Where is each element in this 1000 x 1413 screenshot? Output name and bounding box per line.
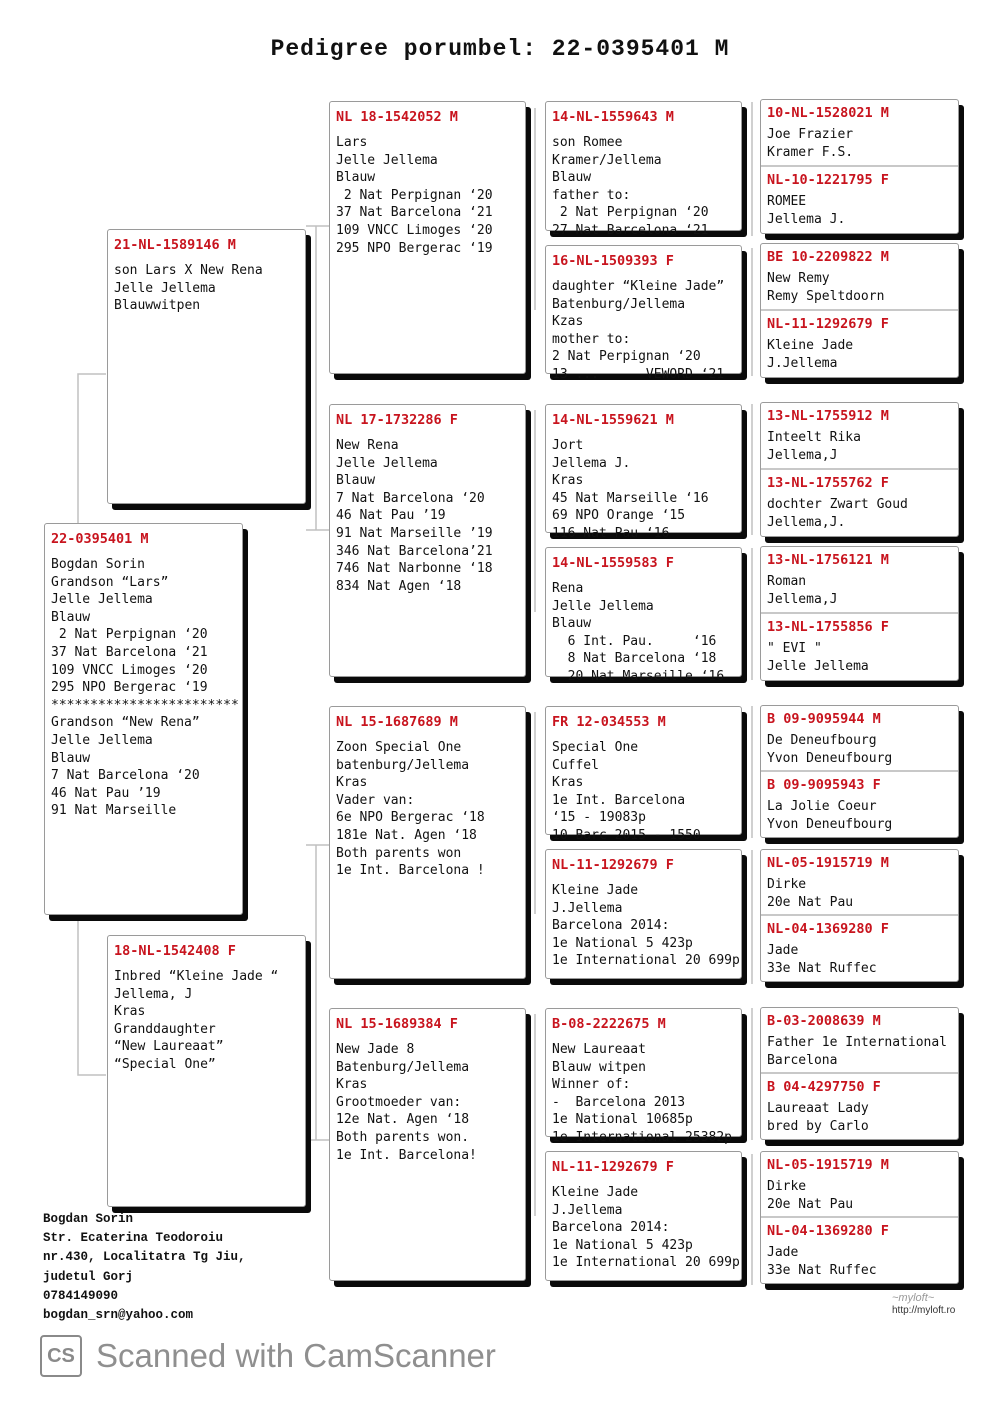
detail-line: Jelle Jellema	[51, 592, 153, 608]
detail-line: 8 Nat Barcelona ‘18	[552, 651, 717, 667]
detail-line: 33e Nat Ruffec	[767, 960, 877, 976]
bird-details	[761, 1100, 958, 1135]
detail-line: 37 Nat Barcelona ‘21	[336, 205, 493, 221]
detail-line: 1e National 10685p	[552, 1112, 693, 1128]
ring-number: B-08-2222675 M	[552, 1016, 666, 1032]
detail-line: Kzas	[552, 314, 584, 330]
detail-line: bred by Carlo	[767, 1118, 869, 1134]
gen4-pair-card	[760, 1151, 959, 1284]
page-title: Pedigree porumbel: 22-0395401 M	[270, 36, 730, 62]
signature-mark: ~myloft~	[892, 1292, 935, 1304]
ring-number: BE 10-2209822 M	[767, 249, 889, 265]
ring-number: NL-04-1369280 F	[767, 1223, 889, 1239]
detail-line: Jelle Jellema	[51, 732, 153, 748]
ring-number: NL-11-1292679 F	[552, 857, 674, 873]
detail-line: New Rena	[336, 438, 399, 453]
detail-line: Granddaughter	[114, 1021, 216, 1037]
detail-line: Blauw	[51, 750, 91, 766]
detail-line: Winner of:	[552, 1077, 631, 1093]
detail-line: Jellema,J.	[767, 514, 846, 530]
gen4-female	[761, 470, 958, 536]
granddam-paternal-card	[329, 404, 526, 677]
detail-line: Jort	[552, 438, 584, 453]
bird-details	[761, 1034, 958, 1069]
dam-details	[108, 968, 305, 1074]
ring-number: NL 17-1732286 F	[336, 412, 458, 428]
bird-details	[761, 640, 958, 675]
detail-line: Jellema J.	[552, 455, 631, 471]
detail-line: Dirke	[767, 1179, 807, 1194]
detail-line: “New Laureaat”	[114, 1039, 224, 1055]
dam-ring: 18-NL-1542408 F	[114, 943, 236, 959]
detail-line: New Laureaat	[552, 1042, 646, 1057]
ring-number: NL-11-1292679 F	[552, 1159, 674, 1175]
detail-line: 109 VNCC Limoges ‘20	[51, 662, 208, 678]
detail-line: Kleine Jade	[767, 338, 854, 353]
detail-line: J.Jellema	[552, 1202, 623, 1218]
logo-url: http://myloft.ro	[892, 1305, 956, 1316]
detail-line: 181e Nat. Agen ‘18	[336, 827, 477, 843]
detail-line: 37 Nat Barcelona ‘21	[51, 644, 208, 660]
gen4-male	[761, 706, 958, 769]
ring-number: 13-NL-1755856 F	[767, 619, 889, 635]
gen4-female	[761, 1074, 958, 1139]
ring-number: 14-NL-1559621 M	[552, 412, 674, 428]
bird-details	[546, 437, 741, 543]
ring-number: B 09-9095944 M	[767, 711, 881, 727]
detail-line: 46 Nat Pau ’19	[51, 785, 161, 801]
ring-number: B-03-2008639 M	[767, 1013, 881, 1029]
detail-line: nr.430, Localitatra Tg Jiu,	[43, 1250, 246, 1265]
detail-line: 0784149090	[43, 1288, 119, 1303]
detail-line: Jelle Jellema	[336, 455, 438, 471]
ring-number: NL-10-1221795 F	[767, 172, 889, 188]
ring-number: 10-NL-1528021 M	[767, 105, 889, 121]
detail-line: Jellema J.	[767, 211, 846, 227]
gen4-female	[761, 772, 958, 837]
subject-ring: 22-0395401 M	[51, 531, 149, 547]
detail-line: " EVI "	[767, 641, 822, 656]
detail-line: Jade	[767, 1245, 799, 1260]
detail-line: Rena	[552, 581, 584, 596]
detail-line: Jellema,J	[767, 591, 838, 607]
detail-line: Blauw	[552, 616, 592, 632]
bird-details	[330, 437, 525, 595]
ring-number: NL-05-1915719 M	[767, 1157, 889, 1173]
bird-details	[546, 278, 741, 384]
detail-line: 69 NPO Orange ‘15	[552, 508, 686, 524]
bird-details	[330, 134, 525, 257]
detail-line: Zoon Special One	[336, 740, 462, 755]
detail-line: 7 Nat Barcelona ‘20	[336, 490, 485, 506]
gen4-pair-card	[760, 546, 959, 681]
bird-details	[761, 573, 958, 608]
detail-line: 20 Nat Marseille ‘16	[552, 668, 725, 684]
detail-line: New Remy	[767, 271, 830, 286]
detail-line: 91 Nat Marseille	[51, 803, 177, 819]
bird-details	[761, 337, 958, 372]
detail-line: Barcelona	[767, 1052, 838, 1068]
ring-number: B 04-4297750 F	[767, 1079, 881, 1095]
detail-line: ‘15 - 19083p	[552, 810, 646, 826]
grandsire-paternal-card	[329, 101, 526, 374]
detail-line: 1e National 5 423p	[552, 1237, 693, 1253]
detail-line: Dirke	[767, 877, 807, 892]
gen4-male	[761, 850, 958, 913]
detail-line: 12e Nat. Agen ‘18	[336, 1112, 470, 1128]
detail-line: Grandson “Lars”	[51, 574, 169, 590]
detail-line: 746 Nat Narbonne ‘18	[336, 561, 493, 577]
detail-line: 1e National 5 423p	[552, 935, 693, 951]
detail-line: 295 NPO Bergerac ‘19	[51, 680, 208, 696]
gen3-card	[545, 101, 742, 238]
detail-line: 20e Nat Pau	[767, 894, 854, 910]
sire-details	[108, 262, 305, 315]
detail-line: Grandson “New Rena”	[51, 715, 200, 731]
ring-number: NL-05-1915719 M	[767, 855, 889, 871]
detail-line: Kras	[336, 1077, 368, 1093]
bird-details	[761, 270, 958, 305]
detail-line: 1e International 20 699p	[552, 953, 740, 969]
detail-line: Lars	[336, 135, 368, 150]
detail-line: 1e Int. Barcelona	[552, 792, 686, 808]
detail-line: 346 Nat Barcelona’21	[336, 543, 493, 559]
grandsire-maternal-card	[329, 706, 526, 979]
detail-line: Inteelt Rika	[767, 430, 861, 445]
detail-line: 46 Nat Pau ’19	[336, 508, 446, 524]
detail-line: Blauw	[336, 473, 376, 489]
gen4-male	[761, 244, 958, 308]
detail-line: Kras	[336, 775, 368, 791]
bird-details	[761, 193, 958, 228]
detail-line: 2 Nat Perpignan ‘20	[336, 187, 493, 203]
gen3-card	[545, 706, 742, 843]
detail-line: Batenburg/Jellema	[552, 296, 686, 312]
gen4-male	[761, 1008, 958, 1071]
myloft-logo	[892, 1292, 955, 1316]
granddam-maternal-card	[329, 1008, 526, 1281]
detail-line: batenburg/Jellema	[336, 757, 470, 773]
detail-line: Remy Speltdoorn	[767, 288, 885, 304]
bird-details	[330, 739, 525, 880]
detail-line: Vader van:	[336, 792, 415, 808]
bird-details	[761, 429, 958, 464]
detail-line: 10 Barc 2015 - 1550	[552, 827, 701, 843]
gen4-pair-card	[760, 402, 959, 537]
detail-line: Blauw	[336, 170, 376, 186]
detail-line: 1e Int. Barcelona!	[336, 1147, 477, 1163]
ring-number: 13-NL-1755762 F	[767, 475, 889, 491]
detail-line: bogdan_srn@yahoo.com	[43, 1308, 194, 1323]
bird-details	[546, 1041, 741, 1147]
detail-line: Kras	[552, 473, 584, 489]
detail-line: Both parents won	[336, 845, 462, 861]
bird-details	[761, 1244, 958, 1279]
gen4-pair-card	[760, 99, 959, 234]
gen4-pair-card	[760, 243, 959, 378]
detail-line: Blauw	[552, 170, 592, 186]
camscanner-watermark	[40, 1333, 496, 1379]
detail-line: 116 Nat Pau ‘16	[552, 525, 670, 541]
detail-line: 1e International 25382p	[552, 1129, 733, 1145]
detail-line: Cuffel	[552, 757, 599, 773]
detail-line: La Jolie Coeur	[767, 799, 877, 814]
detail-line: 33e Nat Ruffec	[767, 1262, 877, 1278]
ring-number: 14-NL-1559643 M	[552, 109, 674, 125]
ring-number: 13-NL-1755912 M	[767, 408, 889, 424]
detail-line: son Romee	[552, 135, 623, 150]
detail-line: Kleine Jade	[552, 1185, 639, 1200]
gen3-card	[545, 547, 742, 684]
detail-line: Both parents won.	[336, 1129, 470, 1145]
bird-details	[761, 798, 958, 833]
detail-line: Kras	[114, 1004, 146, 1020]
ring-number: FR 12-034553 M	[552, 714, 666, 730]
detail-line: Yvon Deneufbourg	[767, 750, 893, 766]
gen4-pair-card	[760, 705, 959, 838]
detail-line: mother to:	[552, 331, 631, 347]
ring-number: B 09-9095943 F	[767, 777, 881, 793]
gen4-female	[761, 1218, 958, 1283]
detail-line: dochter Zwart Goud	[767, 497, 908, 512]
detail-line: Kramer/Jellema	[552, 152, 662, 168]
detail-line: 1e Int. Barcelona !	[336, 863, 485, 879]
detail-line: “Special One”	[114, 1056, 216, 1072]
bird-details	[546, 580, 741, 686]
detail-line: Str. Ecaterina Teodoroiu	[43, 1231, 224, 1246]
detail-line: Yvon Deneufbourg	[767, 816, 893, 832]
detail-line: 20e Nat Pau	[767, 1196, 854, 1212]
detail-line: ************************	[51, 697, 239, 713]
bird-details	[330, 1041, 525, 1164]
detail-line: - Barcelona 2013	[552, 1094, 686, 1110]
detail-line: Barcelona 2014:	[552, 918, 670, 934]
camscanner-icon: CS	[40, 1335, 82, 1377]
ring-number: NL-04-1369280 F	[767, 921, 889, 937]
detail-line: Bogdan Sorin	[51, 557, 145, 572]
detail-line: Jellema,J	[767, 447, 838, 463]
detail-line: 295 NPO Bergerac ‘19	[336, 240, 493, 256]
gen4-female	[761, 167, 958, 233]
bird-details	[761, 496, 958, 531]
gen3-card	[545, 404, 742, 541]
detail-line: Jade	[767, 943, 799, 958]
ring-number: NL-11-1292679 F	[767, 316, 889, 332]
detail-line: New Jade 8	[336, 1042, 415, 1057]
detail-line: 13 ... VEWORD ‘21	[552, 366, 725, 382]
detail-line: Roman	[767, 574, 807, 589]
bird-details	[546, 134, 741, 240]
detail-line: Barcelona 2014:	[552, 1220, 670, 1236]
bird-details	[546, 739, 741, 845]
ring-number: 13-NL-1756121 M	[767, 552, 889, 568]
gen3-card	[545, 1008, 742, 1145]
detail-line: 1e International 20 699p	[552, 1255, 740, 1271]
detail-line: J.Jellema	[552, 900, 623, 916]
detail-line: Laureaat Lady	[767, 1101, 869, 1116]
detail-line: 2 Nat Perpignan ‘20	[552, 349, 701, 365]
detail-line: daughter “Kleine Jade”	[552, 279, 725, 294]
detail-line: Blauw witpen	[552, 1059, 646, 1075]
bird-details	[761, 942, 958, 977]
detail-line: Kleine Jade	[552, 883, 639, 898]
sire-card	[107, 229, 306, 504]
ring-number: 16-NL-1509393 F	[552, 253, 674, 269]
detail-line: De Deneufbourg	[767, 733, 877, 748]
detail-line: 7 Nat Barcelona ‘20	[51, 768, 200, 784]
detail-line: 834 Nat Agen ‘18	[336, 578, 462, 594]
detail-line: Bogdan Sorin	[43, 1212, 134, 1226]
detail-line: ROMEE	[767, 194, 807, 209]
detail-line: Blauw	[51, 609, 91, 625]
gen4-pair-card	[760, 1007, 959, 1140]
gen4-female	[761, 311, 958, 377]
detail-line: judetul Gorj	[43, 1269, 134, 1284]
detail-line: Father 1e International	[767, 1035, 948, 1050]
bird-details	[761, 732, 958, 767]
detail-line: 91 Nat Marseille ’19	[336, 525, 493, 541]
gen4-pair-card	[760, 849, 959, 982]
subject-card	[44, 523, 243, 915]
detail-line: Blauwwitpen	[114, 298, 201, 314]
detail-line: Jellema, J	[114, 986, 193, 1002]
gen3-card	[545, 1151, 742, 1281]
gen4-male	[761, 1152, 958, 1215]
owner-contact	[43, 1210, 246, 1325]
bird-details	[761, 876, 958, 911]
detail-line: Joe Frazier	[767, 127, 854, 142]
bird-details	[546, 882, 741, 970]
detail-line: Special One	[552, 740, 639, 755]
detail-line: Jelle Jellema	[552, 598, 654, 614]
detail-line: 27 Nat Barcelona ‘21	[552, 222, 709, 238]
detail-line: J.Jellema	[767, 355, 838, 371]
detail-line: father to:	[552, 187, 631, 203]
detail-line: Jelle Jellema	[114, 280, 216, 296]
ring-number: NL 15-1687689 M	[336, 714, 458, 730]
detail-line: 109 VNCC Limoges ‘20	[336, 222, 493, 238]
detail-line: 45 Nat Marseille ‘16	[552, 490, 709, 506]
ring-number: NL 15-1689384 F	[336, 1016, 458, 1032]
detail-line: Jelle Jellema	[336, 152, 438, 168]
detail-line: Grootmoeder van:	[336, 1094, 462, 1110]
gen4-female	[761, 916, 958, 981]
gen3-card	[545, 245, 742, 382]
subject-details	[45, 556, 242, 820]
ring-number: NL 18-1542052 M	[336, 109, 458, 125]
detail-line: Kras	[552, 775, 584, 791]
bird-details	[761, 1178, 958, 1213]
detail-line: Batenburg/Jellema	[336, 1059, 470, 1075]
sire-ring: 21-NL-1589146 M	[114, 237, 236, 253]
camscanner-label: Scanned with CamScanner	[96, 1337, 496, 1374]
bird-details	[761, 126, 958, 161]
dam-card	[107, 935, 306, 1207]
detail-line: Inbred “Kleine Jade “	[114, 969, 279, 984]
detail-line: 2 Nat Perpignan ‘20	[552, 205, 709, 221]
gen4-male	[761, 403, 958, 467]
detail-line: Kramer F.S.	[767, 144, 854, 160]
detail-line: 6e NPO Bergerac ‘18	[336, 810, 485, 826]
detail-line: 6 Int. Pau. ‘16	[552, 633, 717, 649]
detail-line: Jelle Jellema	[767, 658, 869, 674]
ring-number: 14-NL-1559583 F	[552, 555, 674, 571]
detail-line: 2 Nat Perpignan ‘20	[51, 627, 208, 643]
bird-details	[546, 1184, 741, 1272]
gen4-male	[761, 100, 958, 164]
gen4-female	[761, 614, 958, 680]
detail-line: son Lars X New Rena	[114, 263, 263, 278]
gen3-card	[545, 849, 742, 979]
gen4-male	[761, 547, 958, 611]
